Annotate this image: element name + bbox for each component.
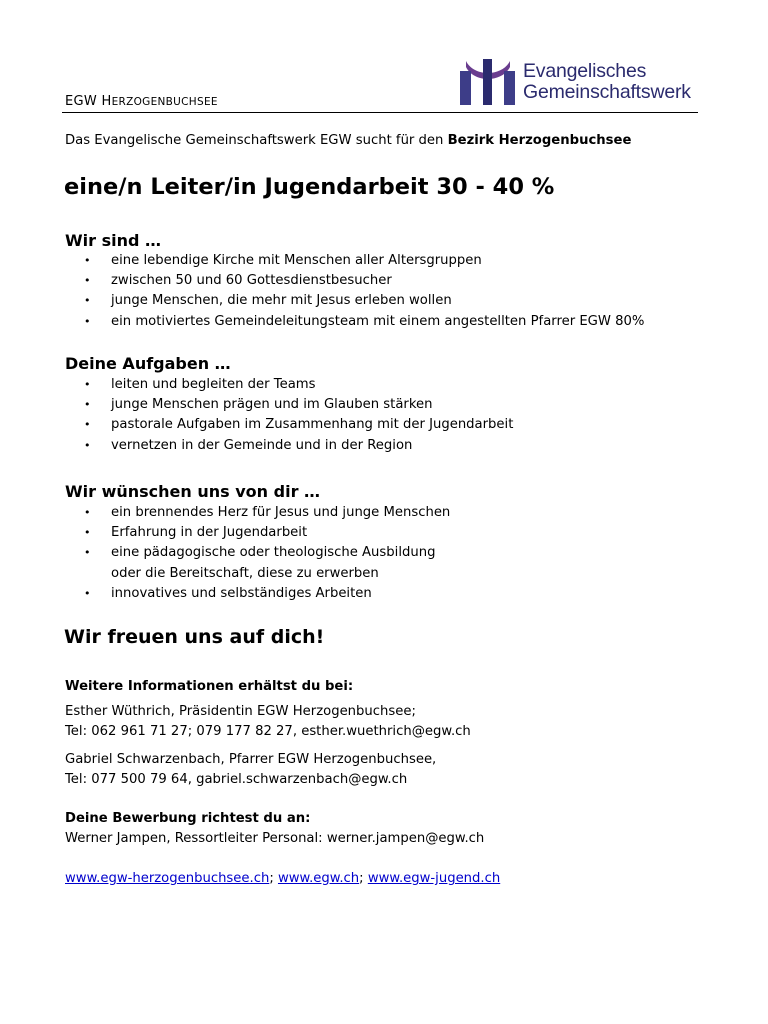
- bullet-icon: •: [84, 418, 91, 432]
- contact-person-2-name: Gabriel Schwarzenbach, Pfarrer EGW Herzogenbuchsee,: [65, 752, 437, 767]
- org-name-first: EGW H: [65, 94, 112, 109]
- link-egw[interactable]: www.egw.ch: [277, 871, 360, 886]
- logo-line-2: Gemeinschaftswerk: [523, 81, 691, 103]
- org-name-rest: ERZOGENBUCHSEE: [111, 96, 218, 108]
- list-item: [82, 271, 644, 291]
- intro-district: Bezirk Herzogenbuchsee: [447, 133, 632, 148]
- link-egw-herzogenbuchsee[interactable]: www.egw-herzogenbuchsee.ch: [65, 871, 270, 886]
- bullet-icon: •: [84, 254, 91, 267]
- list-item-continuation: [82, 564, 450, 584]
- list-item-text: ein brennendes Herz für Jesus und junge Menschen: [111, 505, 451, 520]
- list-item: [82, 523, 450, 543]
- list-item: [82, 395, 513, 415]
- list-item-text: junge Menschen prägen und im Glauben stärken: [111, 397, 433, 413]
- bullet-icon: •: [84, 438, 91, 452]
- list-aufgaben: [82, 375, 513, 456]
- logo-line-1: Evangelisches: [523, 60, 647, 82]
- list-item-text: ein motiviertes Gemeindeleitungsteam mit einem angestellten Pfarrer EGW 80%: [111, 313, 645, 329]
- bullet-icon: •: [84, 586, 91, 600]
- bullet-icon: •: [84, 546, 91, 560]
- bullet-icon: •: [84, 274, 91, 288]
- list-item-text: leiten und begleiten der Teams: [111, 377, 316, 392]
- list-item-text: zwischen 50 und 60 Gottesdienstbesucher: [111, 273, 392, 289]
- bullet-icon: •: [84, 398, 91, 412]
- contact-person-2-phone: Tel: 077 500 79 64, gabriel.schwarzenbach@egw.ch: [65, 772, 408, 787]
- contact-person-1-name: Esther Wüthrich, Präsidentin EGW Herzogenbuchsee;: [65, 704, 416, 719]
- list-item-text: innovatives und selbständiges Arbeiten: [111, 585, 372, 601]
- contact-person-1-phone: Tel: 062 961 71 27; 079 177 82 27, esther.wuethrich@egw.ch: [65, 724, 471, 739]
- application-heading: Deine Bewerbung richtest du an:: [65, 811, 311, 826]
- section-title-aufgaben: Deine Aufgaben …: [65, 354, 231, 373]
- list-item-text: eine lebendige Kirche mit Menschen aller Altersgruppen: [111, 253, 482, 268]
- header-divider: [62, 112, 698, 113]
- organization-name: [65, 94, 218, 109]
- list-item: [82, 251, 644, 271]
- closing-statement: Wir freuen uns auf dich!: [64, 626, 325, 648]
- website-links: [65, 871, 500, 886]
- list-item-text: Erfahrung in der Jugendarbeit: [111, 525, 308, 541]
- list-item: [82, 312, 644, 332]
- list-item: [82, 503, 450, 523]
- list-item-text: junge Menschen, die mehr mit Jesus erleben wollen: [111, 293, 452, 309]
- list-item: [82, 375, 513, 395]
- contact-heading: Weitere Informationen erhältst du bei:: [65, 679, 354, 694]
- bullet-icon: •: [84, 294, 91, 308]
- list-item-text: oder die Bereitschaft, diese zu erwerben: [111, 565, 379, 581]
- list-item: [82, 584, 450, 604]
- list-item: [82, 436, 513, 456]
- list-item-text: pastorale Aufgaben im Zusammenhang mit der Jugendarbeit: [111, 417, 514, 433]
- list-wir-sind: [82, 251, 644, 332]
- list-item-text: eine pädagogische oder theologische Ausbildung: [111, 545, 436, 561]
- intro-text: [65, 133, 631, 148]
- link-separator: ;: [269, 871, 278, 886]
- section-title-wuenschen: Wir wünschen uns von dir …: [65, 482, 321, 501]
- application-contact: Werner Jampen, Ressortleiter Personal: werner.jampen@egw.ch: [65, 831, 485, 846]
- list-item: [82, 291, 644, 311]
- logo-cross-vertical: [483, 59, 492, 105]
- logo-bar-right: [504, 71, 515, 105]
- list-item: [82, 415, 513, 435]
- bullet-icon: •: [84, 506, 91, 519]
- link-separator: ;: [359, 871, 368, 886]
- bullet-icon: •: [84, 378, 91, 391]
- job-title: eine/n Leiter/in Jugendarbeit 30 - 40 %: [64, 174, 555, 200]
- intro-sentence: Das Evangelische Gemeinschaftswerk EGW sucht für den: [65, 133, 448, 148]
- egw-logo-icon: [460, 59, 518, 105]
- section-title-wir-sind: Wir sind …: [65, 231, 162, 250]
- list-item: [82, 543, 450, 563]
- list-wuenschen: [82, 503, 450, 604]
- link-egw-jugend[interactable]: www.egw-jugend.ch: [367, 871, 501, 886]
- list-item-text: vernetzen in der Gemeinde und in der Region: [111, 437, 413, 453]
- bullet-icon: •: [84, 526, 91, 540]
- logo-text: [523, 61, 691, 103]
- bullet-icon: •: [84, 314, 91, 328]
- logo-bar-left: [460, 71, 471, 105]
